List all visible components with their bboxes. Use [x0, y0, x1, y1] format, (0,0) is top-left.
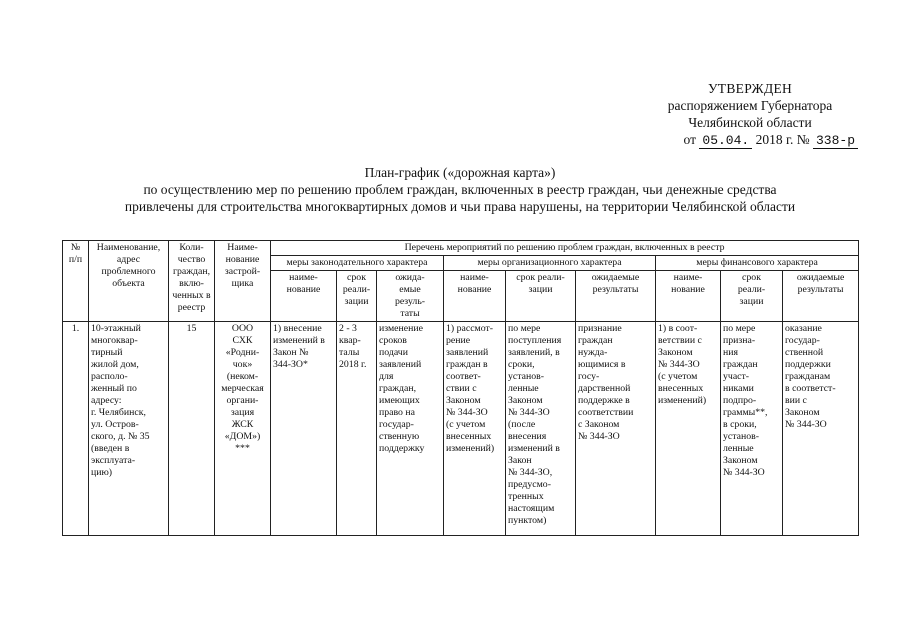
row-fin-expected: оказание государ- ственной поддержки гражданам в соответст- вии с Законом № 344-ЗО — [783, 322, 859, 536]
date-prefix: от — [683, 132, 697, 147]
order-number: 338-р — [813, 133, 858, 149]
approval-title: УТВЕРЖДЕН — [707, 81, 793, 96]
date-value: 05.04. — [699, 133, 752, 149]
approval-line-1: распоряжением Губернатора — [667, 98, 833, 113]
header-fin-expected: ожидаемые результаты — [783, 271, 859, 322]
header-leg-name: наиме- нование — [271, 271, 337, 322]
header-object: Наименование, адрес проблемного объекта — [89, 241, 169, 322]
year-text: 2018 г. № — [755, 132, 810, 147]
approval-block — [620, 80, 880, 149]
plan-table — [62, 240, 859, 536]
row-count: 15 — [169, 322, 215, 536]
row-leg-name: 1) внесение изменений в Закон № 344-ЗО* — [271, 322, 337, 536]
row-leg-term: 2 - 3 квар- талы 2018 г. — [337, 322, 377, 536]
row-object: 10-этажный многоквар- тирный жилой дом, располо- женный по адресу: г. Челябинск, ул. Остров- ского, д. № 35 (введен в эксплуата- цию) — [89, 322, 169, 536]
header-org-term: срок реали- зации — [506, 271, 576, 322]
row-num: 1. — [63, 322, 89, 536]
header-org-expected: ожидаемые результаты — [576, 271, 656, 322]
table-row — [63, 322, 859, 536]
approval-line-2: Челябинской области — [688, 115, 812, 130]
document-title: План-график («дорожная карта») — [364, 165, 556, 180]
header-num: № п/п — [63, 241, 89, 322]
row-developer: ООО СХК «Родни- чок» (неком- мерческая органи- зация ЖСК «ДОМ») *** — [215, 322, 271, 536]
header-leg-term: срок реали- зации — [337, 271, 377, 322]
header-leg-expected: ожида- емые резуль- таты — [377, 271, 444, 322]
header-organizational: меры организационного характера — [444, 256, 656, 271]
row-org-term: по мере поступления заявлений, в сроки, установ- ленные Законом № 344-ЗО (после внесения изменений в Закон № 344-ЗО, предусмо- тренных настоящим пунктом) — [506, 322, 576, 536]
document-subtitle-line-2: привлечены для строительства многоквартирных домов и чьи права нарушены, на территории Челябинской области — [124, 199, 796, 214]
header-row-1 — [63, 241, 859, 256]
header-measures: Перечень мероприятий по решению проблем граждан, включенных в реестр — [271, 241, 859, 256]
header-count: Коли- чество граждан, вклю- ченных в реестр — [169, 241, 215, 322]
document-subtitle-line-1: по осуществлению мер по решению проблем граждан, включенных в реестр граждан, чьи денежные средства — [143, 182, 777, 197]
approval-date-line — [620, 131, 880, 149]
header-fin-name: наиме- нование — [656, 271, 721, 322]
header-fin-term: срок реали- зации — [721, 271, 783, 322]
row-fin-name: 1) в соот- ветствии с Законом № 344-ЗО (с учетом внесенных изменений) — [656, 322, 721, 536]
header-legislative: меры законодательного характера — [271, 256, 444, 271]
header-financial: меры финансового характера — [656, 256, 859, 271]
row-fin-term: по мере призна- ния граждан участ- никами подпро- граммы**, в сроки, установ- ленные Законом № 344-ЗО — [721, 322, 783, 536]
row-org-name: 1) рассмот- рение заявлений граждан в соответ- ствии с Законом № 344-ЗО (с учетом внесенных изменений) — [444, 322, 506, 536]
header-org-name: наиме- нование — [444, 271, 506, 322]
header-developer: Наиме- нование застрой- щика — [215, 241, 271, 322]
row-leg-expected: изменение сроков подачи заявлений для граждан, имеющих право на государ- ственную поддержку — [377, 322, 444, 536]
row-org-expected: признание граждан нужда- ющимися в госу- дарственной поддержке в соответствии с Законом № 344-ЗО — [576, 322, 656, 536]
document-title-block — [40, 164, 880, 215]
